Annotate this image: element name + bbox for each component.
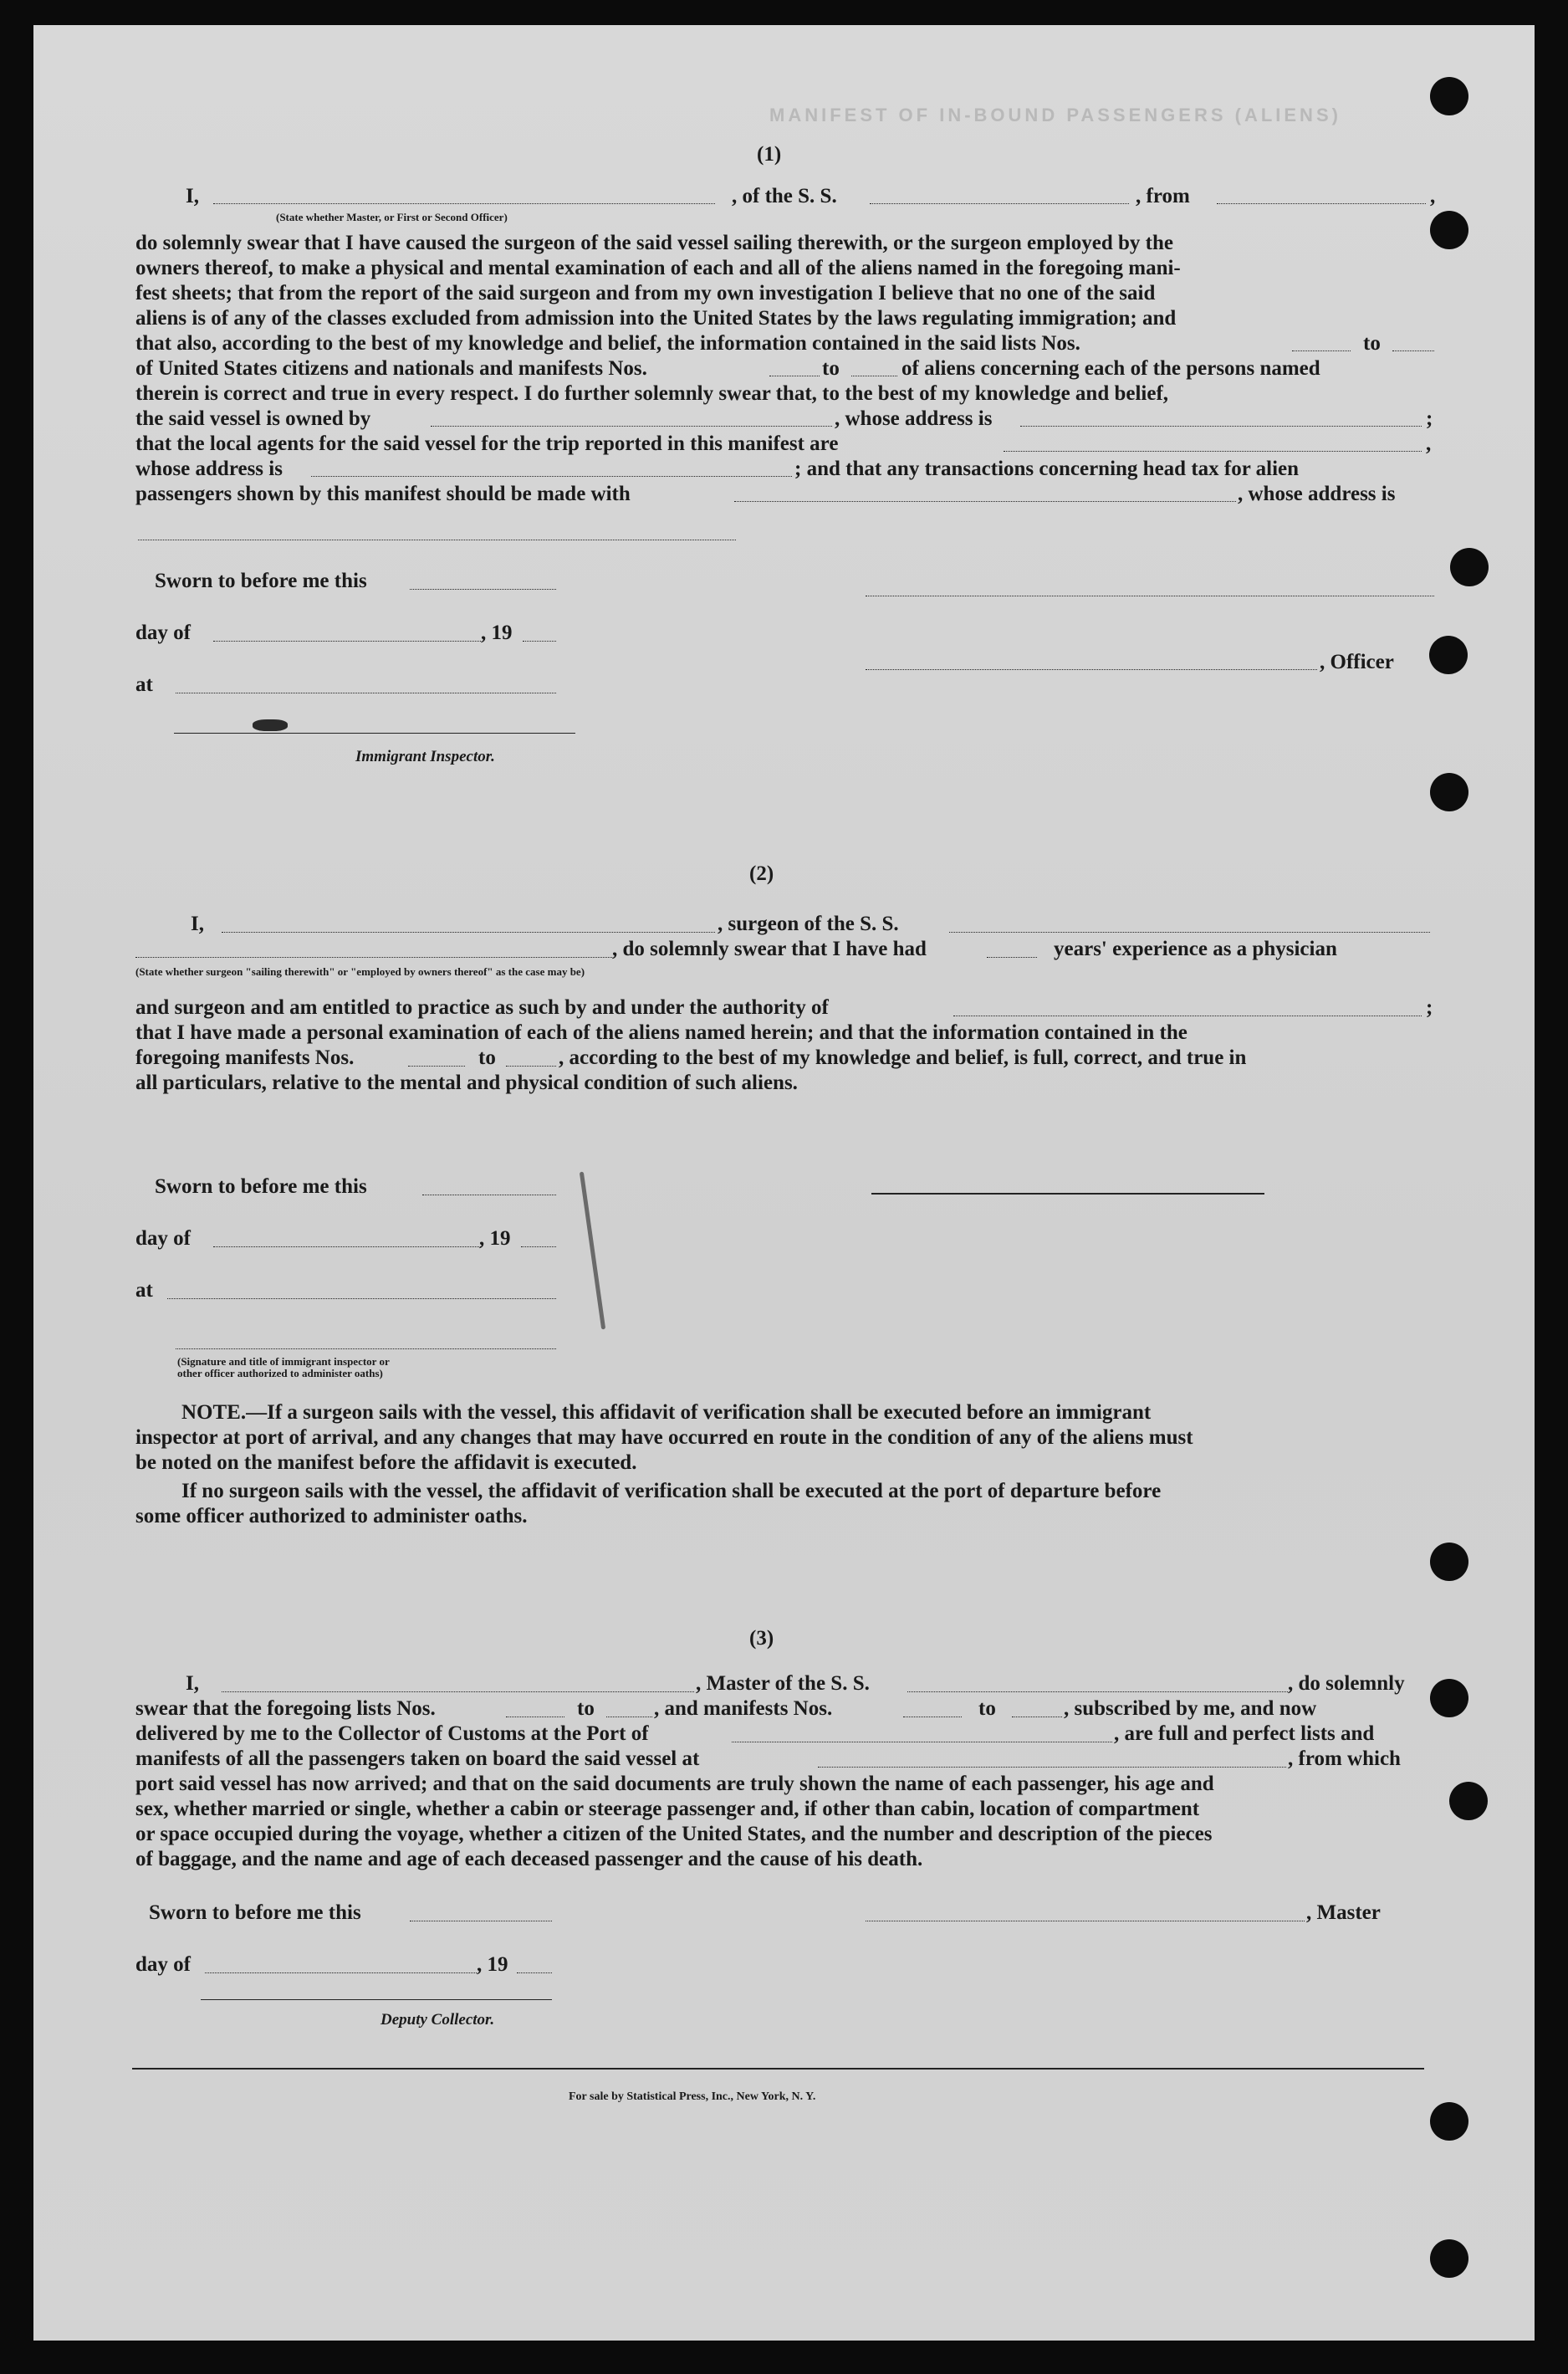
s2-p2a: and surgeon and am entitled to practice as such by and under the authority of: [135, 996, 829, 1019]
s2-nineteen: , 19: [479, 1227, 511, 1250]
s1-p10b: ; and that any transactions concerning head tax for alien: [794, 458, 1300, 480]
s2-status-field[interactable]: [135, 957, 612, 958]
s3-i-label: I,: [186, 1672, 199, 1695]
s1-comma: ,: [1430, 185, 1436, 207]
s3-p6: sex, whether married or single, whether a cabin or steerage passenger and, if other than cabin, location of compartment: [135, 1798, 1200, 1820]
s2-p3: that I have made a personal examination of each of the aliens named herein; and that the information contained in the: [135, 1021, 1187, 1044]
s1-agents-address-field[interactable]: [311, 476, 792, 477]
s3-p8: of baggage, and the name and age of each deceased passenger and the cause of his death.: [135, 1848, 923, 1870]
s1-year-field[interactable]: [523, 641, 556, 642]
s2-p2b: ;: [1426, 996, 1433, 1019]
s3-ship-field[interactable]: [907, 1691, 1288, 1692]
s1-from: , from: [1136, 185, 1190, 207]
s2-p4b: to: [478, 1046, 496, 1069]
s2-day-of: day of: [135, 1227, 191, 1250]
punch-hole: [1429, 636, 1468, 674]
s1-nineteen: , 19: [481, 622, 513, 644]
s3-deputy-line[interactable]: [201, 1999, 552, 2000]
manifest-sheet: [33, 25, 1535, 2341]
s3-do-solemnly: , do solemnly: [1288, 1672, 1405, 1695]
s3-boarded-at-field[interactable]: [818, 1767, 1286, 1768]
s3-p2e: , subscribed by me, and now: [1064, 1697, 1317, 1720]
note-n3: be noted on the manifest before the affidavit is executed.: [135, 1451, 637, 1474]
s3-p3a: delivered by me to the Collector of Customs at the Port of: [135, 1722, 649, 1745]
note-n5: some officer authorized to administer oaths.: [135, 1505, 528, 1527]
s2-ship-field[interactable]: [949, 932, 1430, 933]
s1-p4: aliens is of any of the classes excluded from admission into the United States by the laws regulating immigration; and: [135, 307, 1177, 330]
s2-year-field[interactable]: [521, 1246, 556, 1247]
s1-p11b: , whose address is: [1238, 483, 1396, 505]
s1-lists-from-field[interactable]: [1292, 350, 1351, 351]
punch-hole: [1430, 1543, 1468, 1581]
s2-pen-stroke: [580, 1172, 605, 1330]
s3-day-of: day of: [135, 1953, 191, 1976]
s1-p8a: the said vessel is owned by: [135, 407, 371, 430]
s1-p8c: ;: [1426, 407, 1433, 430]
s2-p5: all particulars, relative to the mental and physical condition of such aliens.: [135, 1072, 798, 1094]
s1-officer-note: (State whether Master, or First or Second Officer): [276, 211, 508, 223]
s2-i-label: I,: [191, 913, 204, 935]
punch-hole: [1450, 548, 1489, 586]
s3-p5: port said vessel has now arrived; and that on the said documents are truly shown the name of each passenger, his age and: [135, 1773, 1214, 1795]
s1-p8b: , whose address is: [835, 407, 993, 430]
s1-p9b: ,: [1426, 432, 1432, 455]
s2-day-field[interactable]: [213, 1246, 481, 1247]
s2-manifests-from-field[interactable]: [408, 1066, 465, 1067]
s1-officer-sig-field[interactable]: [866, 669, 1317, 670]
s3-day-field[interactable]: [205, 1972, 477, 1973]
s3-sworn: Sworn to before me this: [149, 1901, 361, 1924]
s1-officer-name-field[interactable]: [213, 203, 715, 204]
s3-deputy: Deputy Collector.: [381, 2011, 495, 2029]
s3-p2d: to: [978, 1697, 996, 1720]
s1-of-ss: , of the S. S.: [732, 185, 837, 207]
s1-p1: do solemnly swear that I have caused the surgeon of the said vessel sailing therewith, or the surgeon employed by the: [135, 232, 1173, 254]
s3-p2b: to: [577, 1697, 595, 1720]
s1-p3: fest sheets; that from the report of the said surgeon and from my own investigation I believe that no one of the said: [135, 282, 1156, 304]
s1-day-of: day of: [135, 622, 191, 644]
s2-s1b: , do solemnly swear that I have had: [612, 938, 927, 960]
s1-p5b: to: [1363, 332, 1381, 355]
s2-surgeon-of: , surgeon of the S. S.: [718, 913, 899, 935]
s3-p4a: manifests of all the passengers taken on board the said vessel at: [135, 1747, 700, 1770]
punch-hole: [1430, 773, 1468, 811]
s1-owner-address-field[interactable]: [1020, 426, 1422, 427]
s2-manifests-to-field[interactable]: [506, 1066, 556, 1067]
s2-note-a: (State whether surgeon "sailing therewith" or "employed by owners thereof" as the case may be): [135, 965, 585, 978]
s1-ink-mark: [253, 719, 288, 731]
s1-inspector-line[interactable]: [174, 733, 575, 734]
s2-sig-note1: (Signature and title of immigrant inspector or: [177, 1355, 390, 1368]
s3-master-of: , Master of the S. S.: [696, 1672, 870, 1695]
note-n1: NOTE.—If a surgeon sails with the vessel, this affidavit of verification shall be executed before an immigrant: [181, 1401, 1152, 1424]
s2-sworn: Sworn to before me this: [155, 1175, 367, 1198]
s1-p5a: that also, according to the best of my knowledge and belief, the information contained in the said lists Nos.: [135, 332, 1080, 355]
s2-s1c: years' experience as a physician: [1054, 938, 1337, 960]
s1-headtax-field[interactable]: [734, 501, 1236, 502]
s1-lists-to-field[interactable]: [1392, 350, 1434, 351]
s1-owner-field[interactable]: [431, 426, 832, 427]
s1-p6a: of United States citizens and nationals and manifests Nos.: [135, 357, 647, 380]
s2-at: at: [135, 1279, 153, 1302]
s1-sworn-field[interactable]: [410, 589, 556, 590]
s3-master-name-field[interactable]: [222, 1691, 694, 1692]
s3-p4b: , from which: [1288, 1747, 1401, 1770]
section2-number: (2): [749, 862, 774, 885]
footer-rule: [132, 2068, 1424, 2070]
s2-surgeon-sig-line[interactable]: [871, 1193, 1264, 1195]
punch-hole: [1449, 1782, 1488, 1820]
s2-signature-line[interactable]: [176, 1348, 556, 1349]
s1-day-field[interactable]: [213, 641, 481, 642]
s3-year-field[interactable]: [517, 1972, 552, 1973]
s1-p7: therein is correct and true in every respect. I do further solemnly swear that, to the best of my knowledge and belief,: [135, 382, 1169, 405]
note-n4: If no surgeon sails with the vessel, the affidavit of verification shall be executed at the port of departure before: [181, 1480, 1162, 1502]
s1-agents-field[interactable]: [1004, 451, 1422, 452]
note-n2: inspector at port of arrival, and any changes that may have occurred en route in the condition of any of the aliens must: [135, 1426, 1193, 1449]
s1-i-label: I,: [186, 185, 199, 207]
punch-hole: [1430, 2239, 1468, 2278]
punch-hole: [1430, 1679, 1468, 1717]
s2-sig-note2: other officer authorized to administer oaths): [177, 1367, 383, 1379]
s3-nineteen: , 19: [477, 1953, 508, 1976]
s1-p9a: that the local agents for the said vessel for the trip reported in this manifest are: [135, 432, 839, 455]
s1-ship-name-field[interactable]: [870, 203, 1129, 204]
s3-p3b: , are full and perfect lists and: [1114, 1722, 1375, 1745]
s1-p6c: of aliens concerning each of the persons named: [901, 357, 1320, 380]
s1-at: at: [135, 673, 153, 696]
s1-sworn: Sworn to before me this: [155, 570, 367, 592]
s3-p2a: swear that the foregoing lists Nos.: [135, 1697, 436, 1720]
s2-p4a: foregoing manifests Nos.: [135, 1046, 355, 1069]
s1-officer: , Officer: [1320, 651, 1394, 673]
section1-number: (1): [757, 143, 782, 166]
s3-master: , Master: [1306, 1901, 1381, 1924]
s2-p4c: , according to the best of my knowledge and belief, is full, correct, and true in: [559, 1046, 1247, 1069]
s3-p7: or space occupied during the voyage, whether a citizen of the United States, and the number and description of the pieces: [135, 1823, 1213, 1845]
faint-header: MANIFEST OF IN-BOUND PASSENGERS (ALIENS): [769, 105, 1341, 125]
s1-p10a: whose address is: [135, 458, 283, 480]
punch-hole: [1430, 211, 1468, 249]
punch-hole: [1430, 77, 1468, 115]
s1-p2: owners thereof, to make a physical and mental examination of each and all of the aliens named in the foregoing mani-: [135, 257, 1181, 279]
s1-p6b: to: [822, 357, 840, 380]
s1-inspector: Immigrant Inspector.: [355, 748, 495, 765]
s2-at-field[interactable]: [167, 1298, 556, 1299]
s3-p2c: , and manifests Nos.: [654, 1697, 833, 1720]
s1-p11a: passengers shown by this manifest should be made with: [135, 483, 631, 505]
s2-surgeon-name-field[interactable]: [222, 932, 715, 933]
footer-printer: For sale by Statistical Press, Inc., New York, N. Y.: [569, 2090, 816, 2103]
s2-years-field[interactable]: [987, 957, 1037, 958]
s1-from-field[interactable]: [1217, 203, 1426, 204]
section3-number: (3): [749, 1627, 774, 1650]
punch-hole: [1430, 2102, 1468, 2141]
